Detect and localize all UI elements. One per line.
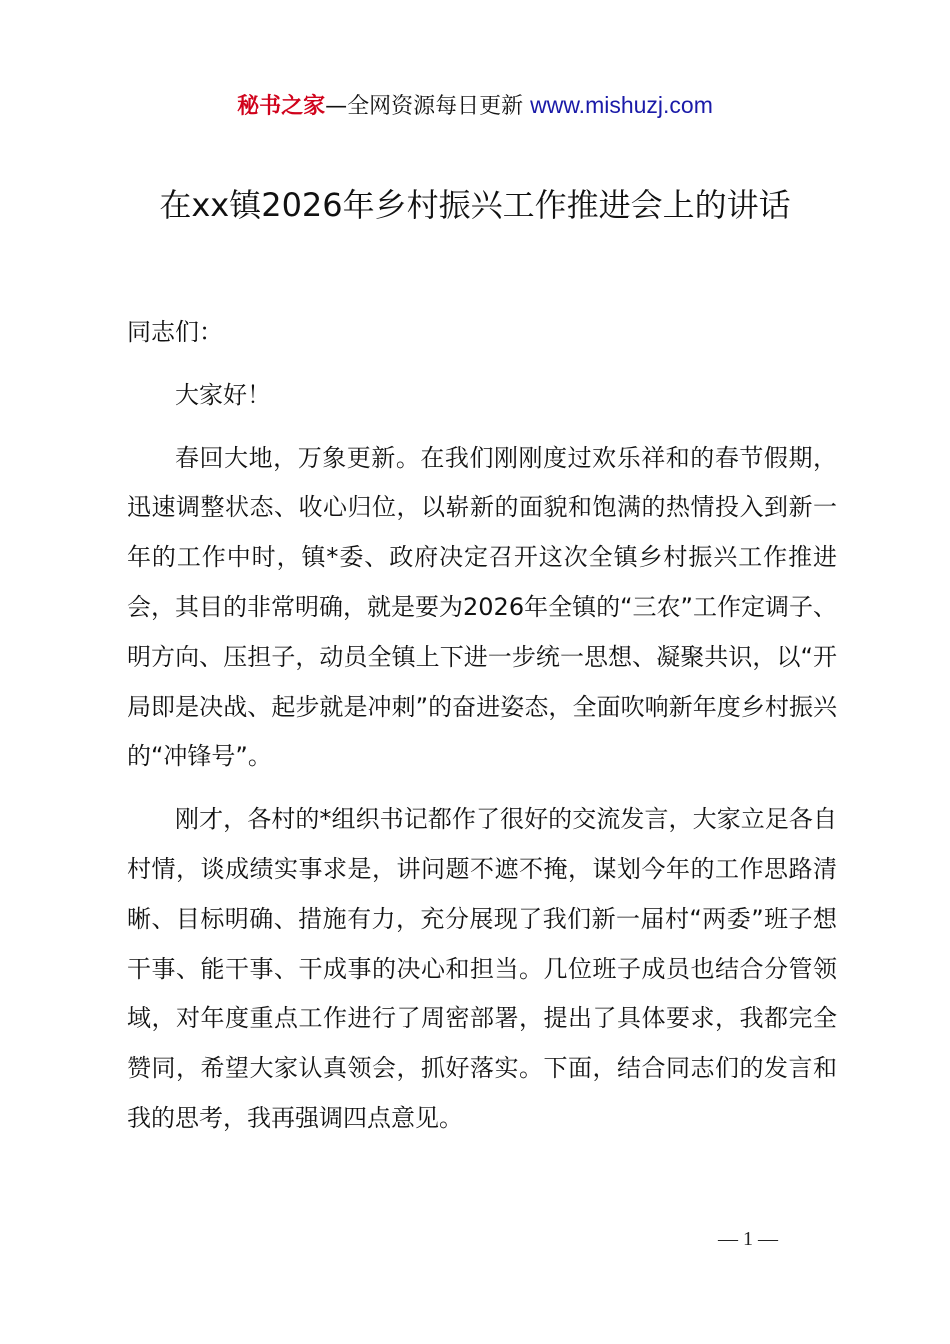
- paragraph-opening: 春回大地，万象更新。在我们刚刚度过欢乐祥和的春节假期，迅速调整状态、收心归位，以崭新的面貌和饱满的热情投入到新一年的工作中时，镇*委、政府决定召开这次全镇乡村振兴工作推进会，其目的非常明确，就是要为2026年全镇的“三农”工作定调子、明方向、压担子，动员全镇上下进一步统一思想、凝聚共识，以“开局即是决战、起步就是冲刺”的奋进姿态，全面吹响新年度乡村振兴的“冲锋号”。: [127, 443, 837, 771]
- document-body: [127, 308, 837, 1157]
- brand-name: 秘书之家: [237, 94, 326, 119]
- paragraph-review: 刚才，各村的*组织书记都作了很好的交流发言，大家立足各自村情，谈成绩实事求是，讲问题不遮不掩，谋划今年的工作思路清晰、目标明确、措施有力，充分展现了我们新一届村“两委”班子想干事、能干事、干成事的决心和担当。几位班子成员也结合分管领域，对年度重点工作进行了周密部署，提出了具体要求，我都完全赞同，希望大家认真领会，抓好落实。下面，结合同志们的发言和我的思考，我再强调四点意见。: [127, 805, 837, 1132]
- site-header: [0, 88, 950, 124]
- header-tagline: —全网资源每日更新: [325, 94, 531, 119]
- site-url-link[interactable]: www.mishuzj.com: [530, 92, 713, 118]
- paragraph-greeting: 大家好！: [175, 380, 271, 409]
- salutation: 同志们：: [127, 318, 223, 346]
- page-number: — 1 —: [718, 1228, 778, 1250]
- document-title: 在xx镇2026年乡村振兴工作推进会上的讲话: [159, 186, 791, 224]
